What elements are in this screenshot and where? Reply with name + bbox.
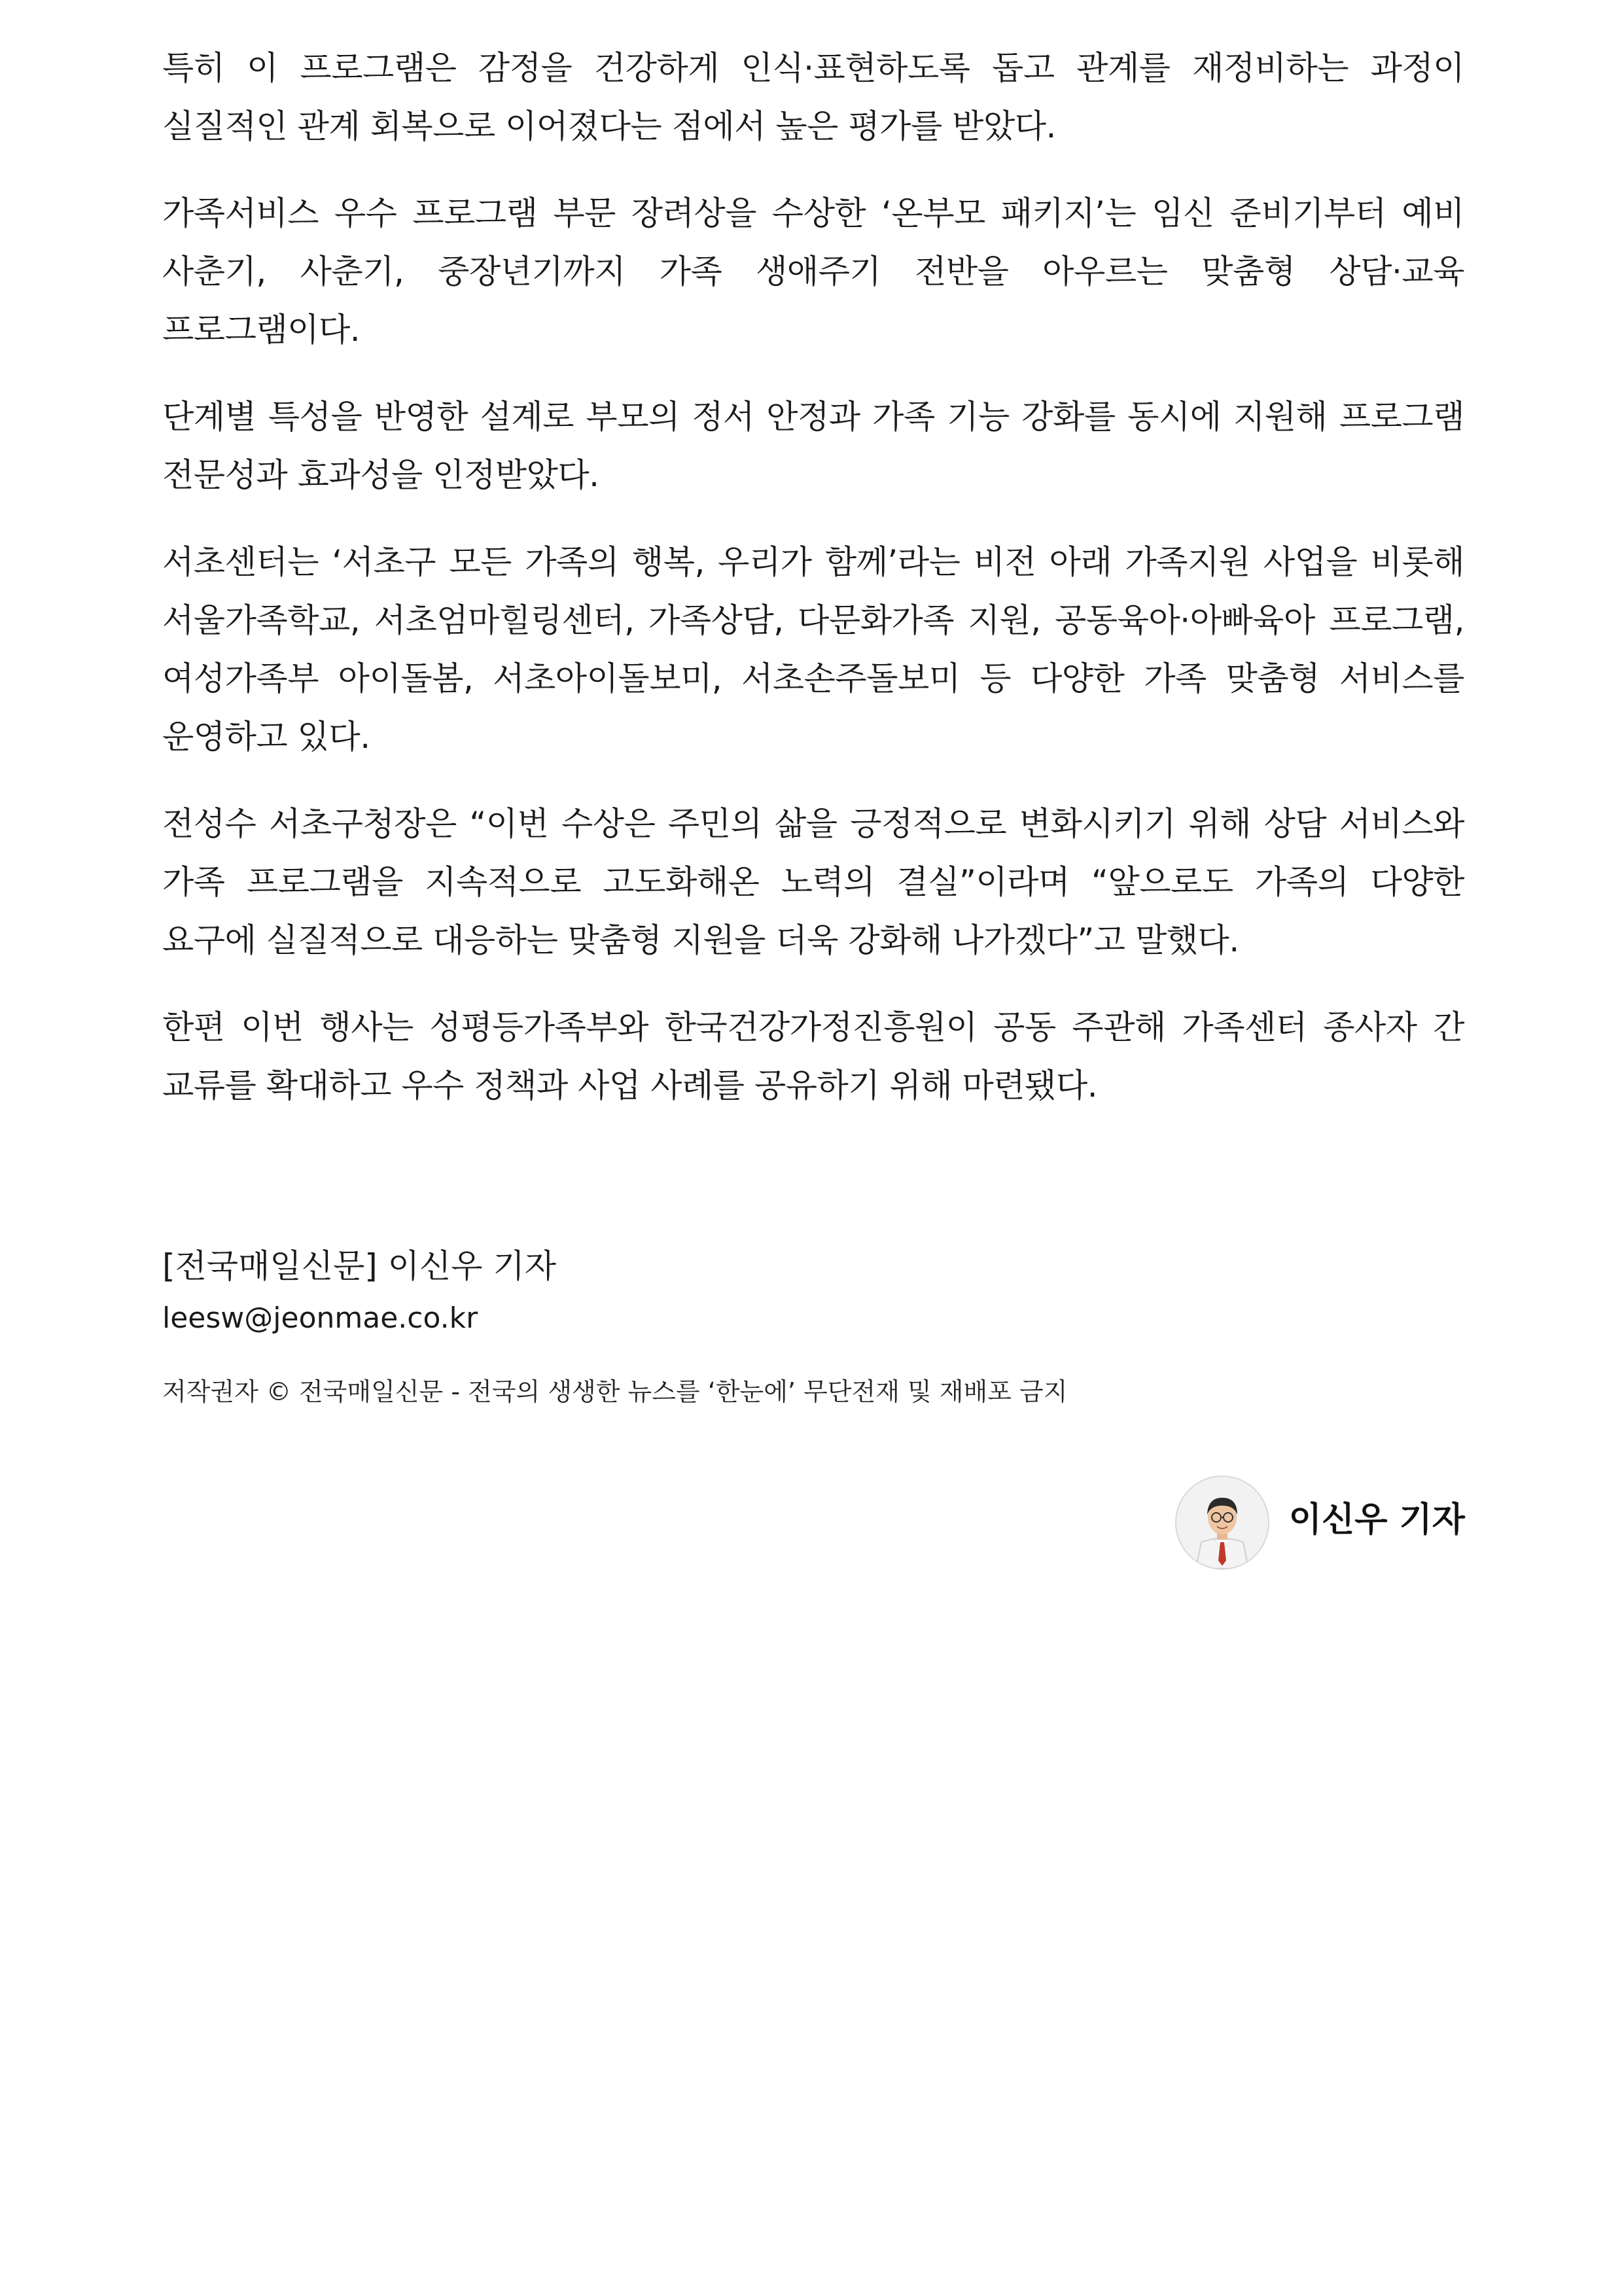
reporter-photo-icon [1176, 1477, 1268, 1568]
byline-reporter: [전국매일신문] 이신우 기자 [162, 1247, 557, 1285]
article-paragraph: 한편 이번 행사는 성평등가족부와 한국건강가정진흥원이 공동 주관해 가족센터 종사자 간 교류를 확대하고 우수 정책과 사업 사례를 공유하기 위해 마련됐다. [162, 1008, 1464, 1104]
article-paragraph: 특히 이 프로그램은 감정을 건강하게 인식·표현하도록 돕고 관계를 재정비하는 과정이 실질적인 관계 회복으로 이어졌다는 점에서 높은 평가를 받았다. [162, 49, 1464, 145]
article-paragraph: 전성수 서초구청장은 “이번 수상은 주민의 삶을 긍정적으로 변화시키기 위해 상담 서비스와 가족 프로그램을 지속적으로 고도화해온 노력의 결실”이라며 “앞으로도 가족의 다양한 요구에 실질적으로 대응하는 맞춤형 지원을 더욱 강화해 나가겠다”고 말했다. [162, 805, 1464, 959]
article-paragraph: 서초센터는 ‘서초구 모든 가족의 행복, 우리가 함께’라는 비전 아래 가족지원 사업을 비롯해 서울가족학교, 서초엄마힐링센터, 가족상담, 다문화가족 지원, 공동육아·아빠육아 프로그램, 여성가족부 아이돌봄, 서초아이돌보미, 서초손주돌보미 등 다양한 가족 맞춤형 서비스를 운영하고 있다. [162, 543, 1464, 756]
copyright-notice: 저작권자 © 전국매일신문 - 전국의 생생한 뉴스를 ‘한눈에’ 무단전재 및 재배포 금지 [162, 1377, 1068, 1406]
byline [162, 1240, 1464, 1411]
author-name[interactable]: 이신우 기자 [1288, 1500, 1465, 1540]
reporter-email-link[interactable]: leesw@jeonmae.co.kr [162, 1301, 478, 1335]
article-paragraph: 가족서비스 우수 프로그램 부문 장려상을 수상한 ‘온부모 패키지’는 임신 준비기부터 예비 사춘기, 사춘기, 중장년기까지 가족 생애주기 전반을 아우르는 맞춤형 상담·교육 프로그램이다. [162, 194, 1464, 349]
article-body [162, 39, 1464, 1144]
avatar[interactable] [1175, 1475, 1269, 1570]
article-paragraph: 단계별 특성을 반영한 설계로 부모의 정서 안정과 가족 기능 강화를 동시에 지원해 프로그램 전문성과 효과성을 인정받았다. [162, 398, 1464, 494]
author-card[interactable] [1175, 1475, 1465, 1570]
